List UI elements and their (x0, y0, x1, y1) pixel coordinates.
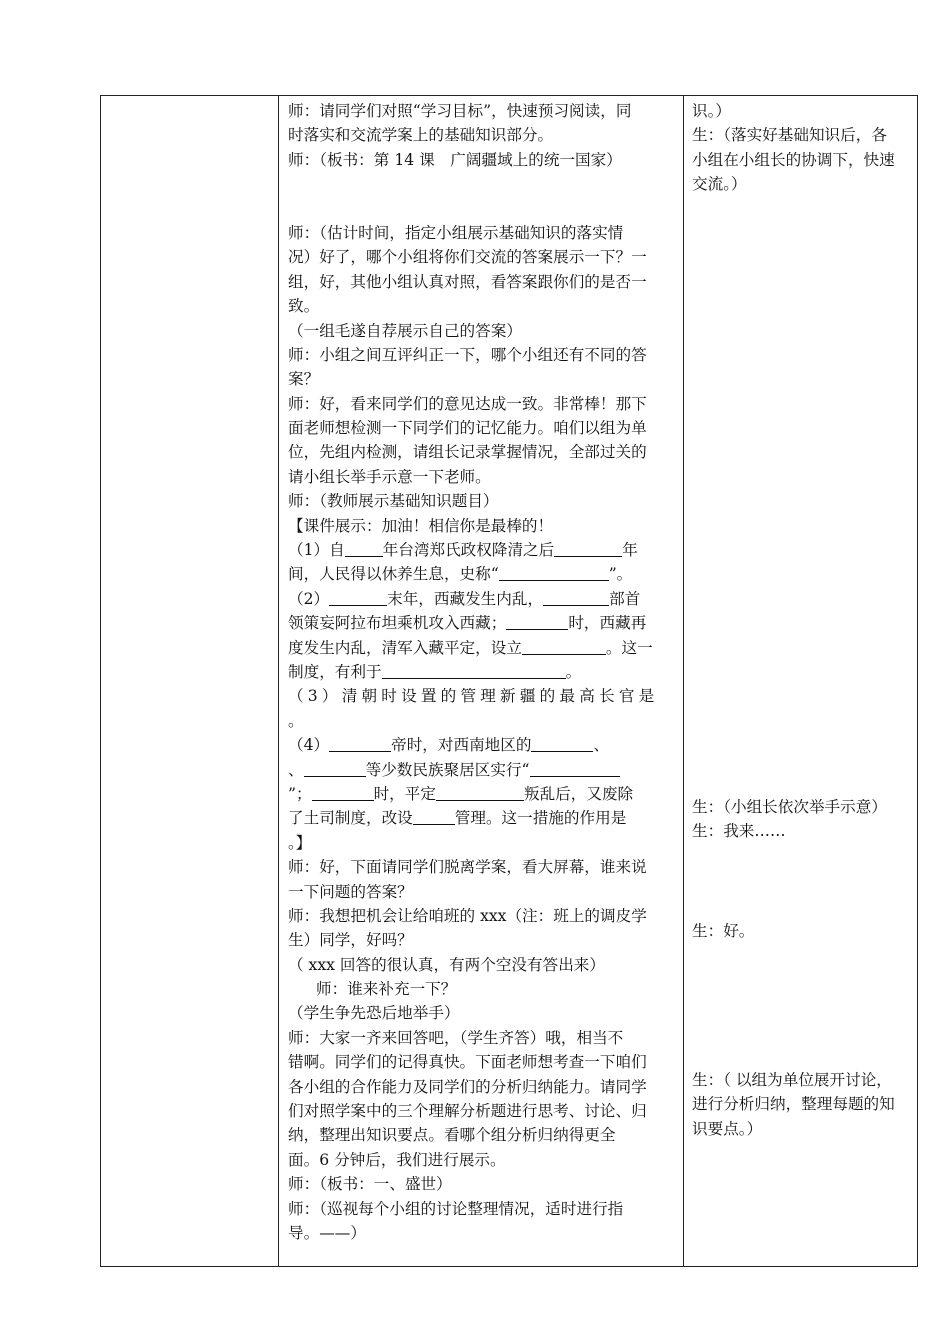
question-4-line-2: 、 等少数民族聚居区实行“ (288, 758, 675, 782)
text-line: 师：（教师展示基础知识题目） (288, 492, 499, 511)
question-4-line-4: 了土司制度，改设 管理。这一措施的作用是 (288, 809, 627, 828)
text-line: 师：小组之间互评纠正一下，哪个小组还有不同的答 (288, 345, 647, 364)
text-line: （学生争先恐后地举手） (288, 1004, 460, 1023)
text-line: 组，好，其他小组认真对照，看答案跟你们的是否一 (288, 272, 647, 291)
question-4-line-3: ”； 时，平定 叛乱后，又废除 (288, 784, 634, 803)
text-line: 师：（估计时间，指定小组展示基础知识的落实情 (288, 223, 624, 242)
text-line: 面老师想检测一下同学们的记忆能力。咱们以组为单 (288, 419, 647, 438)
question-2-line-1: （2） 末年，西藏发生内乱， 部首 (288, 589, 641, 608)
student-response-3 (692, 919, 914, 943)
teacher-column (279, 96, 683, 1245)
text-line: 师：好，看来同学们的意见达成一致。非常棒！那下 (288, 394, 647, 413)
text-line: 识。） (692, 102, 731, 120)
text-line: 师：好，下面请同学们脱离学案，看大屏幕，谁来说 (288, 858, 647, 877)
text-line: 生：（小组长依次举手示意） (692, 798, 887, 816)
text-line: 请小组长举手示意一下老师。 (288, 467, 491, 486)
text-line: 面。6 分钟后，我们进行展示。 (288, 1150, 506, 1169)
text-line: 生：（ 以组为单位展开讨论， (692, 1071, 892, 1089)
teacher-text-block (288, 99, 675, 538)
text-line: 识要点。） (692, 1119, 763, 1138)
text-line: 导。——） (288, 1223, 366, 1242)
text-line: 生：好。 (692, 922, 755, 940)
student-response-1 (692, 99, 912, 197)
text-line: （ xxx 回答的很认真，有两个空没有答出来） (288, 955, 605, 974)
question-4-line-5: 。】 (288, 833, 312, 852)
text-line: 纳，整理出知识要点。看哪个组分析归纳得更全 (288, 1126, 616, 1145)
text-line: （一组毛遂自荐展示自己的答案） (288, 321, 522, 340)
text-line: 位，先组内检测，请组长记录掌握情况，全部过关的 (288, 443, 647, 462)
student-response-2 (692, 795, 914, 844)
teacher-text-block-3 (288, 1001, 675, 1245)
teacher-line: 师：谁来补充一下？ (316, 980, 457, 999)
lesson-table (100, 95, 918, 1267)
text-line: 错啊。同学们的记得真快。下面老师想考查一下咱们 (288, 1053, 647, 1072)
question-2-line-4: 制度，有利于 。 (288, 662, 582, 681)
question-4-line-1: （4） 帝时，对西南地区的 、 (288, 736, 610, 755)
question-1-line-2: 间，人民得以休养生息，史称“ ”。 (288, 565, 633, 584)
text-line: 时落实和交流学案上的基础知识部分。 (288, 126, 554, 145)
text-line: 一下问题的答案？ (288, 882, 413, 901)
text-line: 师：我想把机会让给咱班的 xxx（注：班上的调皮学 (288, 906, 647, 925)
text-line: 师：请同学们对照“学习目标”，快速预习阅读，同 (288, 102, 632, 120)
question-3-line-2: 。 (288, 711, 304, 730)
text-line: 案？ (288, 370, 320, 389)
text-line: 【课件展示：加油！相信你是最棒的！ (288, 516, 554, 535)
question-2-line-2: 领策妄阿拉布坦乘机攻入西藏； 时，西藏再 (288, 614, 647, 633)
student-column (684, 96, 918, 1138)
student-response-4 (692, 1068, 914, 1141)
text-line: 进行分析归纳，整理每题的知 (692, 1095, 895, 1114)
text-line: 交流。） (692, 175, 747, 194)
text-line: 们对照学案中的三个理解分析题进行思考、讨论、归 (288, 1102, 647, 1121)
text-line: 师：（板书：一、盛世） (288, 1175, 452, 1194)
text-line: 况）好了，哪个小组将你们交流的答案展示一下？一 (288, 248, 647, 267)
teacher-text-block-2 (288, 855, 675, 977)
text-line: 致。 (288, 297, 320, 316)
text-line: 师：（板书：第 14 课 广阔疆域上的统一国家） (288, 150, 622, 169)
text-line: 生：（落实好基础知识后，各 (692, 126, 887, 145)
text-line: 小组在小组长的协调下，快速 (692, 150, 895, 169)
text-line (288, 197, 675, 221)
question-2-line-3: 度发生内乱，清军入藏平定，设立 。这一 (288, 638, 653, 657)
question-3-line-1: （3）清朝时设置的管理新疆的最高长官是 (288, 687, 659, 706)
text-line: 生：我来…… (692, 822, 786, 841)
text-line: 师：大家一齐来回答吧，（学生齐答）哦，相当不 (288, 1028, 624, 1047)
text-line: 生）同学，好吗？ (288, 931, 413, 950)
text-line: 师：（巡视每个小组的讨论整理情况，适时进行指 (288, 1199, 624, 1218)
column-divider (683, 96, 684, 1266)
text-line (288, 172, 675, 196)
text-line: 各小组的合作能力及同学们的分析归纳能力。请同学 (288, 1077, 647, 1096)
question-1-line-1: （1）自 年台湾郑氏政权降清之后 年 (288, 541, 638, 560)
